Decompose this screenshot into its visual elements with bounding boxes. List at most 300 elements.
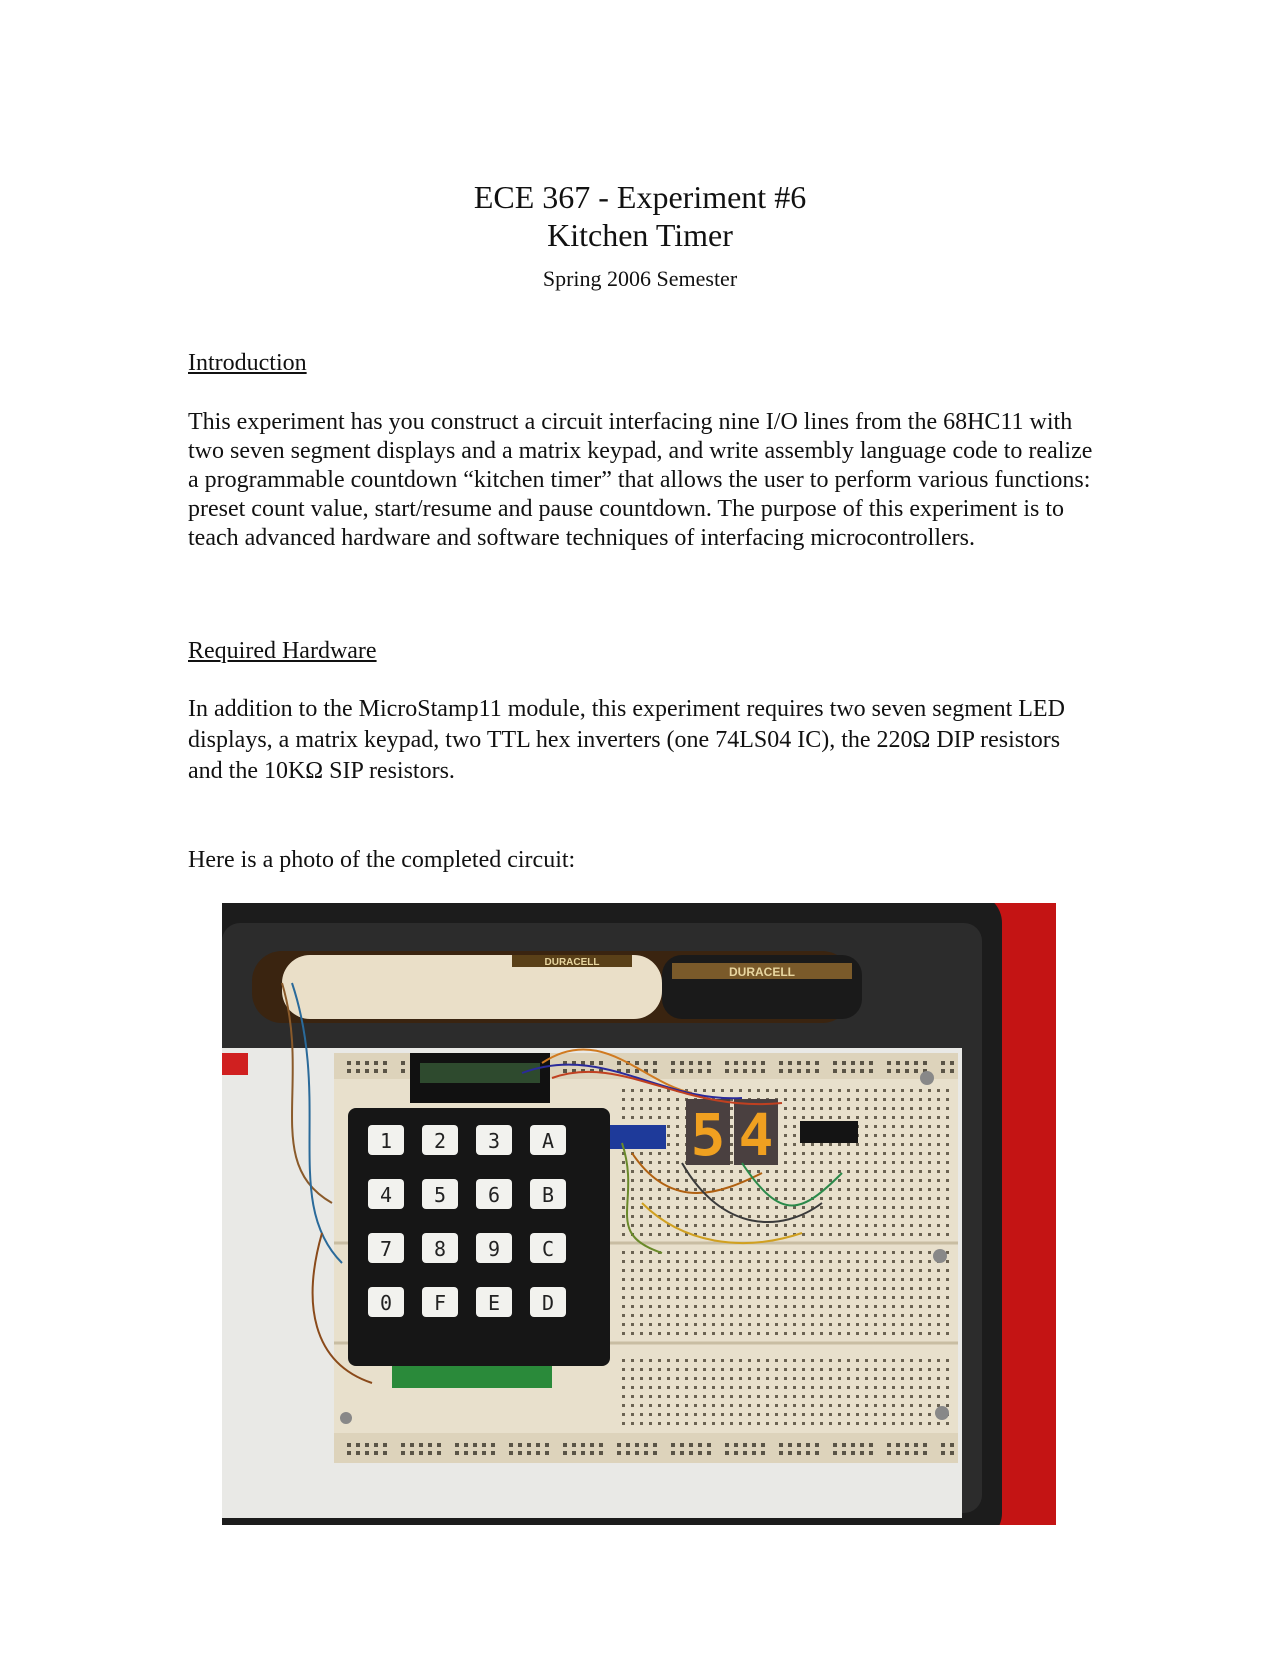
breadboard-hole	[649, 1089, 652, 1092]
breadboard-hole	[658, 1296, 661, 1299]
breadboard-hole	[874, 1089, 877, 1092]
breadboard-hole	[730, 1224, 733, 1227]
breadboard-hole	[874, 1413, 877, 1416]
breadboard-hole	[937, 1287, 940, 1290]
breadboard-hole	[865, 1143, 868, 1146]
breadboard-hole	[865, 1179, 868, 1182]
breadboard-hole	[892, 1188, 895, 1191]
breadboard-hole	[685, 1332, 688, 1335]
breadboard-hole	[856, 1422, 859, 1425]
breadboard-hole	[802, 1089, 805, 1092]
breadboard-hole	[838, 1278, 841, 1281]
breadboard-hole	[649, 1224, 652, 1227]
breadboard-hole	[775, 1404, 778, 1407]
breadboard-hole	[730, 1323, 733, 1326]
breadboard-hole	[820, 1323, 823, 1326]
breadboard-hole	[712, 1251, 715, 1254]
breadboard-hole	[892, 1179, 895, 1182]
breadboard-hole	[631, 1206, 634, 1209]
breadboard-hole	[910, 1107, 913, 1110]
breadboard-hole	[793, 1170, 796, 1173]
breadboard-hole	[910, 1413, 913, 1416]
breadboard-hole	[784, 1260, 787, 1263]
breadboard-hole	[910, 1089, 913, 1092]
breadboard-hole	[640, 1206, 643, 1209]
breadboard-hole	[667, 1377, 670, 1380]
keypad-key-label: F	[433, 1291, 447, 1315]
breadboard-hole	[802, 1260, 805, 1263]
breadboard-hole	[464, 1451, 468, 1455]
breadboard-hole	[694, 1368, 697, 1371]
breadboard-hole	[676, 1422, 679, 1425]
breadboard-hole	[730, 1107, 733, 1110]
breadboard-hole	[946, 1377, 949, 1380]
breadboard-hole	[649, 1233, 652, 1236]
breadboard-hole	[640, 1215, 643, 1218]
breadboard-hole	[820, 1314, 823, 1317]
breadboard-hole	[622, 1233, 625, 1236]
breadboard-hole	[658, 1305, 661, 1308]
breadboard-hole	[892, 1323, 895, 1326]
breadboard-hole	[811, 1278, 814, 1281]
breadboard-hole	[649, 1152, 652, 1155]
breadboard-hole	[883, 1251, 886, 1254]
breadboard-hole	[730, 1359, 733, 1362]
breadboard-hole	[811, 1386, 814, 1389]
breadboard-hole	[640, 1278, 643, 1281]
breadboard-hole	[820, 1170, 823, 1173]
breadboard-hole	[928, 1206, 931, 1209]
breadboard-hole	[644, 1443, 648, 1447]
breadboard-hole	[883, 1161, 886, 1164]
breadboard-hole	[919, 1161, 922, 1164]
breadboard-hole	[919, 1386, 922, 1389]
breadboard-hole	[712, 1386, 715, 1389]
breadboard-hole	[937, 1116, 940, 1119]
breadboard-hole	[725, 1443, 729, 1447]
breadboard-hole	[892, 1152, 895, 1155]
breadboard-hole	[721, 1089, 724, 1092]
breadboard-hole	[883, 1197, 886, 1200]
breadboard-hole	[428, 1451, 432, 1455]
breadboard-hole	[910, 1314, 913, 1317]
breadboard-hole	[883, 1215, 886, 1218]
breadboard-hole	[757, 1377, 760, 1380]
breadboard-hole	[865, 1296, 868, 1299]
breadboard-hole	[802, 1395, 805, 1398]
breadboard-hole	[847, 1296, 850, 1299]
breadboard-hole	[793, 1143, 796, 1146]
breadboard-hole	[811, 1161, 814, 1164]
breadboard-hole	[811, 1233, 814, 1236]
breadboard-hole	[793, 1422, 796, 1425]
breadboard-hole	[820, 1116, 823, 1119]
breadboard-hole	[928, 1368, 931, 1371]
breadboard-hole	[784, 1179, 787, 1182]
breadboard-hole	[856, 1296, 859, 1299]
breadboard-hole	[901, 1161, 904, 1164]
breadboard-hole	[847, 1269, 850, 1272]
breadboard-hole	[676, 1386, 679, 1389]
breadboard-hole	[775, 1224, 778, 1227]
breadboard-hole	[856, 1323, 859, 1326]
breadboard-hole	[635, 1451, 639, 1455]
breadboard-hole	[748, 1188, 751, 1191]
breadboard-hole	[730, 1215, 733, 1218]
breadboard-hole	[847, 1089, 850, 1092]
breadboard-hole	[910, 1287, 913, 1290]
breadboard-hole	[730, 1206, 733, 1209]
breadboard-hole	[811, 1377, 814, 1380]
breadboard-hole	[658, 1332, 661, 1335]
breadboard-hole	[622, 1305, 625, 1308]
breadboard-hole	[946, 1233, 949, 1236]
breadboard-hole	[694, 1386, 697, 1389]
breadboard-hole	[739, 1323, 742, 1326]
breadboard-hole	[766, 1089, 769, 1092]
breadboard-hole	[712, 1368, 715, 1371]
breadboard-hole	[437, 1451, 441, 1455]
breadboard-hole	[883, 1278, 886, 1281]
breadboard-hole	[766, 1269, 769, 1272]
breadboard-hole	[829, 1377, 832, 1380]
breadboard-hole	[919, 1422, 922, 1425]
breadboard-hole	[667, 1233, 670, 1236]
breadboard-hole	[640, 1287, 643, 1290]
breadboard-hole	[631, 1323, 634, 1326]
breadboard-hole	[802, 1206, 805, 1209]
breadboard-hole	[802, 1368, 805, 1371]
breadboard-hole	[775, 1305, 778, 1308]
breadboard-hole	[640, 1170, 643, 1173]
breadboard-hole	[667, 1107, 670, 1110]
breadboard-hole	[914, 1451, 918, 1455]
breadboard-hole	[793, 1179, 796, 1182]
breadboard-hole	[757, 1089, 760, 1092]
breadboard-hole	[847, 1206, 850, 1209]
breadboard-hole	[626, 1069, 630, 1073]
breadboard-hole	[617, 1451, 621, 1455]
breadboard-hole	[631, 1161, 634, 1164]
breadboard-hole	[667, 1413, 670, 1416]
breadboard-hole	[757, 1269, 760, 1272]
breadboard-hole	[838, 1143, 841, 1146]
breadboard-hole	[649, 1296, 652, 1299]
breadboard-hole	[766, 1251, 769, 1254]
breadboard-hole	[649, 1332, 652, 1335]
breadboard-hole	[919, 1215, 922, 1218]
breadboard-hole	[793, 1359, 796, 1362]
breadboard-hole	[874, 1143, 877, 1146]
breadboard-hole	[865, 1188, 868, 1191]
breadboard-hole	[847, 1143, 850, 1146]
breadboard-hole	[928, 1359, 931, 1362]
breadboard-hole	[883, 1179, 886, 1182]
breadboard-hole	[365, 1451, 369, 1455]
breadboard-hole	[883, 1260, 886, 1263]
breadboard-hole	[784, 1413, 787, 1416]
breadboard-hole	[455, 1451, 459, 1455]
breadboard-hole	[910, 1395, 913, 1398]
breadboard-hole	[676, 1116, 679, 1119]
breadboard-hole	[847, 1152, 850, 1155]
breadboard-hole	[680, 1069, 684, 1073]
breadboard-hole	[703, 1368, 706, 1371]
breadboard-hole	[649, 1197, 652, 1200]
breadboard-hole	[838, 1296, 841, 1299]
breadboard-hole	[910, 1143, 913, 1146]
breadboard-hole	[667, 1143, 670, 1146]
breadboard-hole	[356, 1451, 360, 1455]
breadboard-hole	[775, 1359, 778, 1362]
breadboard-hole	[676, 1197, 679, 1200]
breadboard-hole	[703, 1395, 706, 1398]
breadboard-hole	[919, 1089, 922, 1092]
breadboard-hole	[712, 1395, 715, 1398]
breadboard-hole	[856, 1377, 859, 1380]
breadboard-hole	[883, 1368, 886, 1371]
breadboard-hole	[730, 1251, 733, 1254]
breadboard-hole	[649, 1377, 652, 1380]
breadboard-hole	[631, 1386, 634, 1389]
breadboard-hole	[838, 1359, 841, 1362]
breadboard-hole	[820, 1269, 823, 1272]
breadboard-hole	[766, 1260, 769, 1263]
breadboard-hole	[815, 1451, 819, 1455]
breadboard-hole	[883, 1233, 886, 1236]
breadboard-hole	[838, 1107, 841, 1110]
breadboard-hole	[658, 1422, 661, 1425]
breadboard-hole	[626, 1443, 630, 1447]
breadboard-hole	[883, 1377, 886, 1380]
breadboard-hole	[622, 1377, 625, 1380]
breadboard-hole	[901, 1287, 904, 1290]
breadboard-hole	[937, 1377, 940, 1380]
breadboard-hole	[676, 1170, 679, 1173]
breadboard-hole	[676, 1269, 679, 1272]
breadboard-hole	[946, 1323, 949, 1326]
breadboard-hole	[775, 1332, 778, 1335]
breadboard-hole	[757, 1224, 760, 1227]
breadboard-hole	[869, 1061, 873, 1065]
breadboard-hole	[730, 1197, 733, 1200]
breadboard-hole	[622, 1224, 625, 1227]
breadboard-hole	[649, 1179, 652, 1182]
breadboard-hole	[856, 1170, 859, 1173]
breadboard-hole	[622, 1107, 625, 1110]
breadboard-hole	[712, 1179, 715, 1182]
breadboard-hole	[622, 1215, 625, 1218]
breadboard-hole	[937, 1332, 940, 1335]
breadboard-hole	[946, 1269, 949, 1272]
breadboard-hole	[766, 1287, 769, 1290]
breadboard-hole	[721, 1278, 724, 1281]
breadboard-hole	[829, 1260, 832, 1263]
breadboard-hole	[590, 1061, 594, 1065]
breadboard-hole	[838, 1305, 841, 1308]
breadboard-hole	[671, 1443, 675, 1447]
breadboard-hole	[721, 1404, 724, 1407]
breadboard-hole	[838, 1260, 841, 1263]
keypad-key-label: D	[541, 1291, 555, 1315]
breadboard-hole	[775, 1260, 778, 1263]
breadboard-hole	[901, 1377, 904, 1380]
breadboard-hole	[829, 1188, 832, 1191]
breadboard-hole	[766, 1404, 769, 1407]
breadboard-hole	[784, 1287, 787, 1290]
breadboard-hole	[793, 1107, 796, 1110]
breadboard-hole	[856, 1260, 859, 1263]
breadboard-hole	[811, 1314, 814, 1317]
breadboard-hole	[356, 1061, 360, 1065]
breadboard-hole	[910, 1296, 913, 1299]
breadboard-hole	[901, 1359, 904, 1362]
breadboard-hole	[676, 1125, 679, 1128]
breadboard-hole	[901, 1233, 904, 1236]
breadboard-hole	[694, 1215, 697, 1218]
breadboard-hole	[676, 1368, 679, 1371]
breadboard-hole	[838, 1287, 841, 1290]
breadboard-hole	[914, 1061, 918, 1065]
breadboard-hole	[667, 1260, 670, 1263]
breadboard-hole	[838, 1188, 841, 1191]
breadboard-hole	[802, 1098, 805, 1101]
breadboard-hole	[910, 1251, 913, 1254]
breadboard-hole	[676, 1215, 679, 1218]
breadboard-hole	[892, 1422, 895, 1425]
keypad-key-label: C	[541, 1237, 555, 1261]
breadboard-hole	[847, 1161, 850, 1164]
breadboard-hole	[766, 1377, 769, 1380]
breadboard-hole	[784, 1395, 787, 1398]
breadboard-hole	[752, 1061, 756, 1065]
breadboard-hole	[910, 1152, 913, 1155]
breadboard-hole	[545, 1451, 549, 1455]
breadboard-hole	[653, 1451, 657, 1455]
breadboard-hole	[640, 1197, 643, 1200]
breadboard-hole	[901, 1395, 904, 1398]
breadboard-hole	[937, 1098, 940, 1101]
breadboard-hole	[883, 1359, 886, 1362]
breadboard-hole	[928, 1395, 931, 1398]
breadboard-hole	[928, 1098, 931, 1101]
breadboard-hole	[946, 1170, 949, 1173]
breadboard-hole	[757, 1305, 760, 1308]
breadboard-hole	[892, 1116, 895, 1119]
breadboard-hole	[712, 1215, 715, 1218]
breadboard-hole	[685, 1188, 688, 1191]
breadboard-hole	[946, 1287, 949, 1290]
breadboard-hole	[842, 1443, 846, 1447]
breadboard-hole	[784, 1251, 787, 1254]
breadboard-hole	[928, 1152, 931, 1155]
breadboard-hole	[928, 1377, 931, 1380]
breadboard-hole	[631, 1170, 634, 1173]
breadboard-hole	[802, 1107, 805, 1110]
breadboard-hole	[820, 1296, 823, 1299]
breadboard-hole	[599, 1443, 603, 1447]
breadboard-hole	[545, 1443, 549, 1447]
breadboard-hole	[856, 1251, 859, 1254]
breadboard-hole	[802, 1422, 805, 1425]
breadboard-hole	[811, 1422, 814, 1425]
breadboard-hole	[838, 1422, 841, 1425]
breadboard-hole	[833, 1061, 837, 1065]
keypad-key-label: 7	[379, 1237, 393, 1261]
breadboard-hole	[401, 1069, 405, 1073]
breadboard-hole	[847, 1107, 850, 1110]
breadboard-hole	[802, 1404, 805, 1407]
breadboard-hole	[865, 1260, 868, 1263]
breadboard-hole	[919, 1098, 922, 1101]
breadboard-hole	[658, 1314, 661, 1317]
breadboard-hole	[739, 1278, 742, 1281]
breadboard-hole	[631, 1215, 634, 1218]
breadboard-hole	[721, 1359, 724, 1362]
screw	[920, 1071, 934, 1085]
breadboard-hole	[892, 1107, 895, 1110]
breadboard-hole	[757, 1287, 760, 1290]
breadboard-hole	[667, 1251, 670, 1254]
breadboard-hole	[874, 1206, 877, 1209]
breadboard-hole	[820, 1377, 823, 1380]
breadboard-hole	[775, 1233, 778, 1236]
breadboard-hole	[883, 1287, 886, 1290]
breadboard-hole	[347, 1451, 351, 1455]
breadboard-hole	[730, 1089, 733, 1092]
breadboard-hole	[640, 1386, 643, 1389]
breadboard-hole	[527, 1443, 531, 1447]
breadboard-hole	[649, 1161, 652, 1164]
breadboard-hole	[703, 1377, 706, 1380]
breadboard-hole	[518, 1451, 522, 1455]
breadboard-hole	[847, 1116, 850, 1119]
breadboard-hole	[640, 1188, 643, 1191]
breadboard-hole	[856, 1413, 859, 1416]
breadboard-hole	[640, 1269, 643, 1272]
breadboard-hole	[563, 1069, 567, 1073]
breadboard-hole	[685, 1224, 688, 1227]
breadboard-hole	[883, 1332, 886, 1335]
breadboard-hole	[788, 1443, 792, 1447]
breadboard-hole	[775, 1287, 778, 1290]
breadboard-hole	[829, 1161, 832, 1164]
breadboard-hole	[874, 1422, 877, 1425]
breadboard-hole	[856, 1179, 859, 1182]
breadboard-hole	[622, 1260, 625, 1263]
breadboard-hole	[658, 1359, 661, 1362]
breadboard-hole	[622, 1251, 625, 1254]
breadboard-hole	[865, 1386, 868, 1389]
breadboard-hole	[739, 1386, 742, 1389]
breadboard-hole	[698, 1443, 702, 1447]
breadboard-hole	[748, 1413, 751, 1416]
breadboard-hole	[631, 1197, 634, 1200]
breadboard-hole	[865, 1332, 868, 1335]
breadboard-hole	[937, 1206, 940, 1209]
breadboard-hole	[838, 1215, 841, 1218]
breadboard-hole	[739, 1314, 742, 1317]
breadboard-hole	[874, 1170, 877, 1173]
breadboard-hole	[874, 1359, 877, 1362]
breadboard-hole	[622, 1278, 625, 1281]
breadboard-hole	[419, 1451, 423, 1455]
breadboard-hole	[640, 1404, 643, 1407]
breadboard-hole	[811, 1098, 814, 1101]
breadboard-hole	[757, 1251, 760, 1254]
breadboard-hole	[856, 1386, 859, 1389]
breadboard-hole	[874, 1269, 877, 1272]
